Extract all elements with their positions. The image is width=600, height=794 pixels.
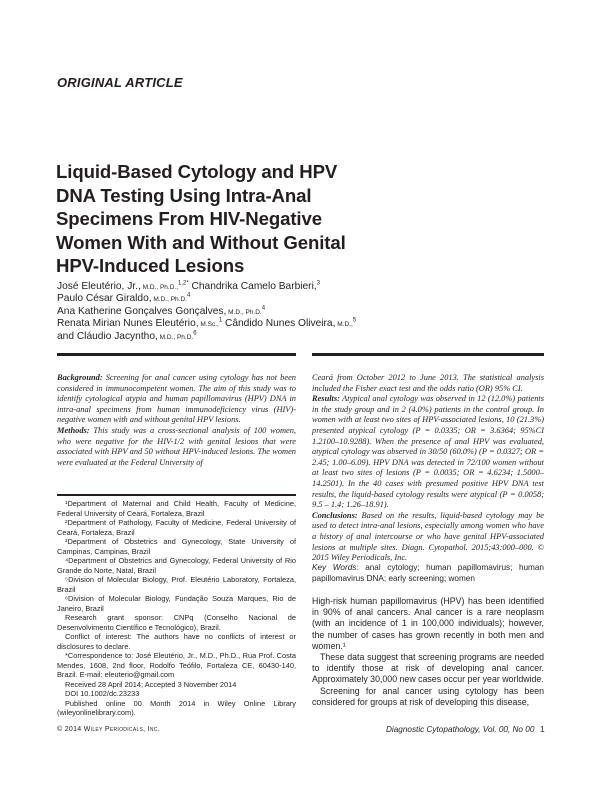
abstract-rule-right xyxy=(312,353,544,356)
page-number: 1 xyxy=(540,724,545,734)
title-line: DNA Testing Using Intra-Anal xyxy=(56,184,312,206)
author-list xyxy=(57,281,407,343)
footnotes xyxy=(57,499,296,718)
background-text: Screening for anal cancer using cytology has not been considered in immunocompetent women. The aim of this study was to identify cytological atypia and human papillomavirus (HPV) DNA in intra-anal specimens from human immunodeficiency virus (HIV)-negative women with and without genital HPV lesions. xyxy=(57,373,296,425)
introduction-body xyxy=(312,596,544,708)
title-line: Women With and Without Genital xyxy=(56,231,346,253)
footnote-rule xyxy=(57,494,296,496)
footnote: ²Department of Pathology, Faculty of Medicine, Federal University of Ceará, Fortaleza, Brazil xyxy=(57,518,296,537)
author-line: Renata Mirian Nunes Eleutério, M.Sc.,$^1$ Cândido Nunes Oliveira, M.D.,$^5$ xyxy=(57,317,357,330)
footnote: Received 28 April 2014; Accepted 3 November 2014 xyxy=(65,679,237,689)
section-label: ORIGINAL ARTICLE xyxy=(57,75,183,90)
copyright-footer: © 2014 Wiley Periodicals, Inc. xyxy=(57,726,160,733)
footnote: Conflict of interest: The authors have no conflicts of interest or disclosures to declare. xyxy=(57,632,296,651)
results-label: Results: xyxy=(312,394,340,404)
methods-label: Methods: xyxy=(57,425,90,435)
footnote: ³Department of Obstetrics and Gynecology, State University of Campinas, Campinas, Brazil xyxy=(57,537,296,556)
conclusions-text: Based on the results, liquid-based cytology may be used to detect intra-anal lesions, especially among women who have a history of anal intercourse or who have genital HPV-associated lesions at multiple sites. Diagn. Cytopathol. 2015;43:000–000. © 2015 Wiley Periodicals, Inc. xyxy=(312,510,544,563)
body-paragraph: Screening for anal cancer using cytology has been considered for groups at risk of developing this disease, xyxy=(312,685,544,707)
results-text: Atypical anal cytology was observed in 12 (12.0%) patients in the study group and in 2 (4.0%) patients in the control group. In women with at least two sites of HPV-associated lesions, 10 (21.3%) presented atypical cytology (P = 0.0335; OR = 3.6364; 95%CI 1.2100–10.9288). When the presence of anal HPV was evaluated, atypical cytology was observed in 30/50 (60.0%) (P = 0.0327; OR = 2.45; 1.00–6.09). HPV DNA was detected in 72/100 women without at least two sites of lesions (P = 0.0035; OR = 4.6234; 1.5000–14.2501). In the 40 cases with presumed positive HPV DNA test results, the liquid-based cytology results were atypical (P = 0.0058; 9.5 – 1.4; 1.26–18.91). xyxy=(312,394,544,510)
footnote: ⁵Division of Molecular Biology, Prof. Eleutério Laboratory, Fortaleza, Brazil xyxy=(57,575,296,594)
footnote: ⁴Department of Obstetrics and Gynecology, Federal University of Rio Grande do Norte, Natal, Brazil xyxy=(57,556,296,575)
keywords-label: Key Words: xyxy=(312,563,359,572)
journal-footer: Diagnostic Cytopathology, Vol. 00, No 00 xyxy=(386,725,535,734)
author-line: and Cláudio Jacyntho, M.D., Ph.D.$^6$ xyxy=(57,330,197,342)
author-line: Ana Katherine Gonçalves Gonçalves, M.D., Ph.D.$^4$ xyxy=(57,305,266,317)
author-line: José Eleutério, Jr., M.D., Ph.D.,$^{1,2*}$ Chandrika Camelo Barbieri,$^3$ xyxy=(57,280,321,292)
footnote: ⁶Division of Molecular Biology, Fundação Souza Marques, Rio de Janeiro, Brazil xyxy=(57,594,296,613)
methods-continued: Ceará from October 2012 to June 2013. The statistical analysis included the Fisher exact test and the odds ratio (OR) 95% CI. xyxy=(312,373,544,393)
keywords-text: anal cytology; human papillomavirus; human papillomavirus DNA; early screening; women xyxy=(312,563,544,583)
abstract-right-column xyxy=(312,373,544,564)
footnote: ¹Department of Maternal and Child Health, Faculty of Medicine, Federal University of Ceará, Fortaleza, Brazil xyxy=(57,499,296,518)
author-line: Paulo César Giraldo, M.D., Ph.D.$^4$ xyxy=(57,293,191,305)
background-label: Background: xyxy=(57,373,103,382)
footnote: Research grant sponsor: CNPq (Conselho Nacional de Desenvolvimento Científico e Tecnológico), Brazil. xyxy=(57,613,296,632)
article-title xyxy=(56,160,406,278)
footnote: Published online 00 Month 2014 in Wiley Online Library (wileyonlinelibrary.com). xyxy=(57,698,296,717)
conclusions-label: Conclusions: xyxy=(312,510,358,520)
footnote: DOI 10.1002/dc.23233 xyxy=(65,689,140,698)
title-line: HPV-Induced Lesions xyxy=(56,255,245,276)
abstract-left-column xyxy=(57,373,296,468)
body-paragraph: High-risk human papillomavirus (HPV) has been identified in 90% of anal cancers. Anal cancer is a rare neoplasm (with an incidence of 1 in 100,000 individuals); however, the number of cases has grown recently in both men and women.¹ xyxy=(312,596,544,651)
methods-text: This study was a cross-sectional analysis of 100 women, who were negative for the HIV-1/2 with genital lesions that were associated with HPV and 50 without HPV-induced lesions. The women were evaluated at the Federal University of xyxy=(57,425,296,467)
body-paragraph: These data suggest that screening programs are needed to identify those at risk of developing anal cancer. Approximately 30,000 new cases occur per year worldwide. xyxy=(312,652,544,685)
title-line: Liquid-Based Cytology and HPV xyxy=(56,161,338,182)
footnote: *Correspondence to: José Eleutério, Jr., M.D., Ph.D., Rua Prof. Costa Mendes, 1608, 2nd floor, Rodolfo Teófilo, Fortaleza CE, 60430-140, Brazil. E-mail: eleuterio@gmail.com xyxy=(57,651,296,679)
abstract-rule-left xyxy=(57,353,296,356)
keywords xyxy=(312,563,544,584)
title-line: Specimens From HIV-Negative xyxy=(56,208,322,229)
